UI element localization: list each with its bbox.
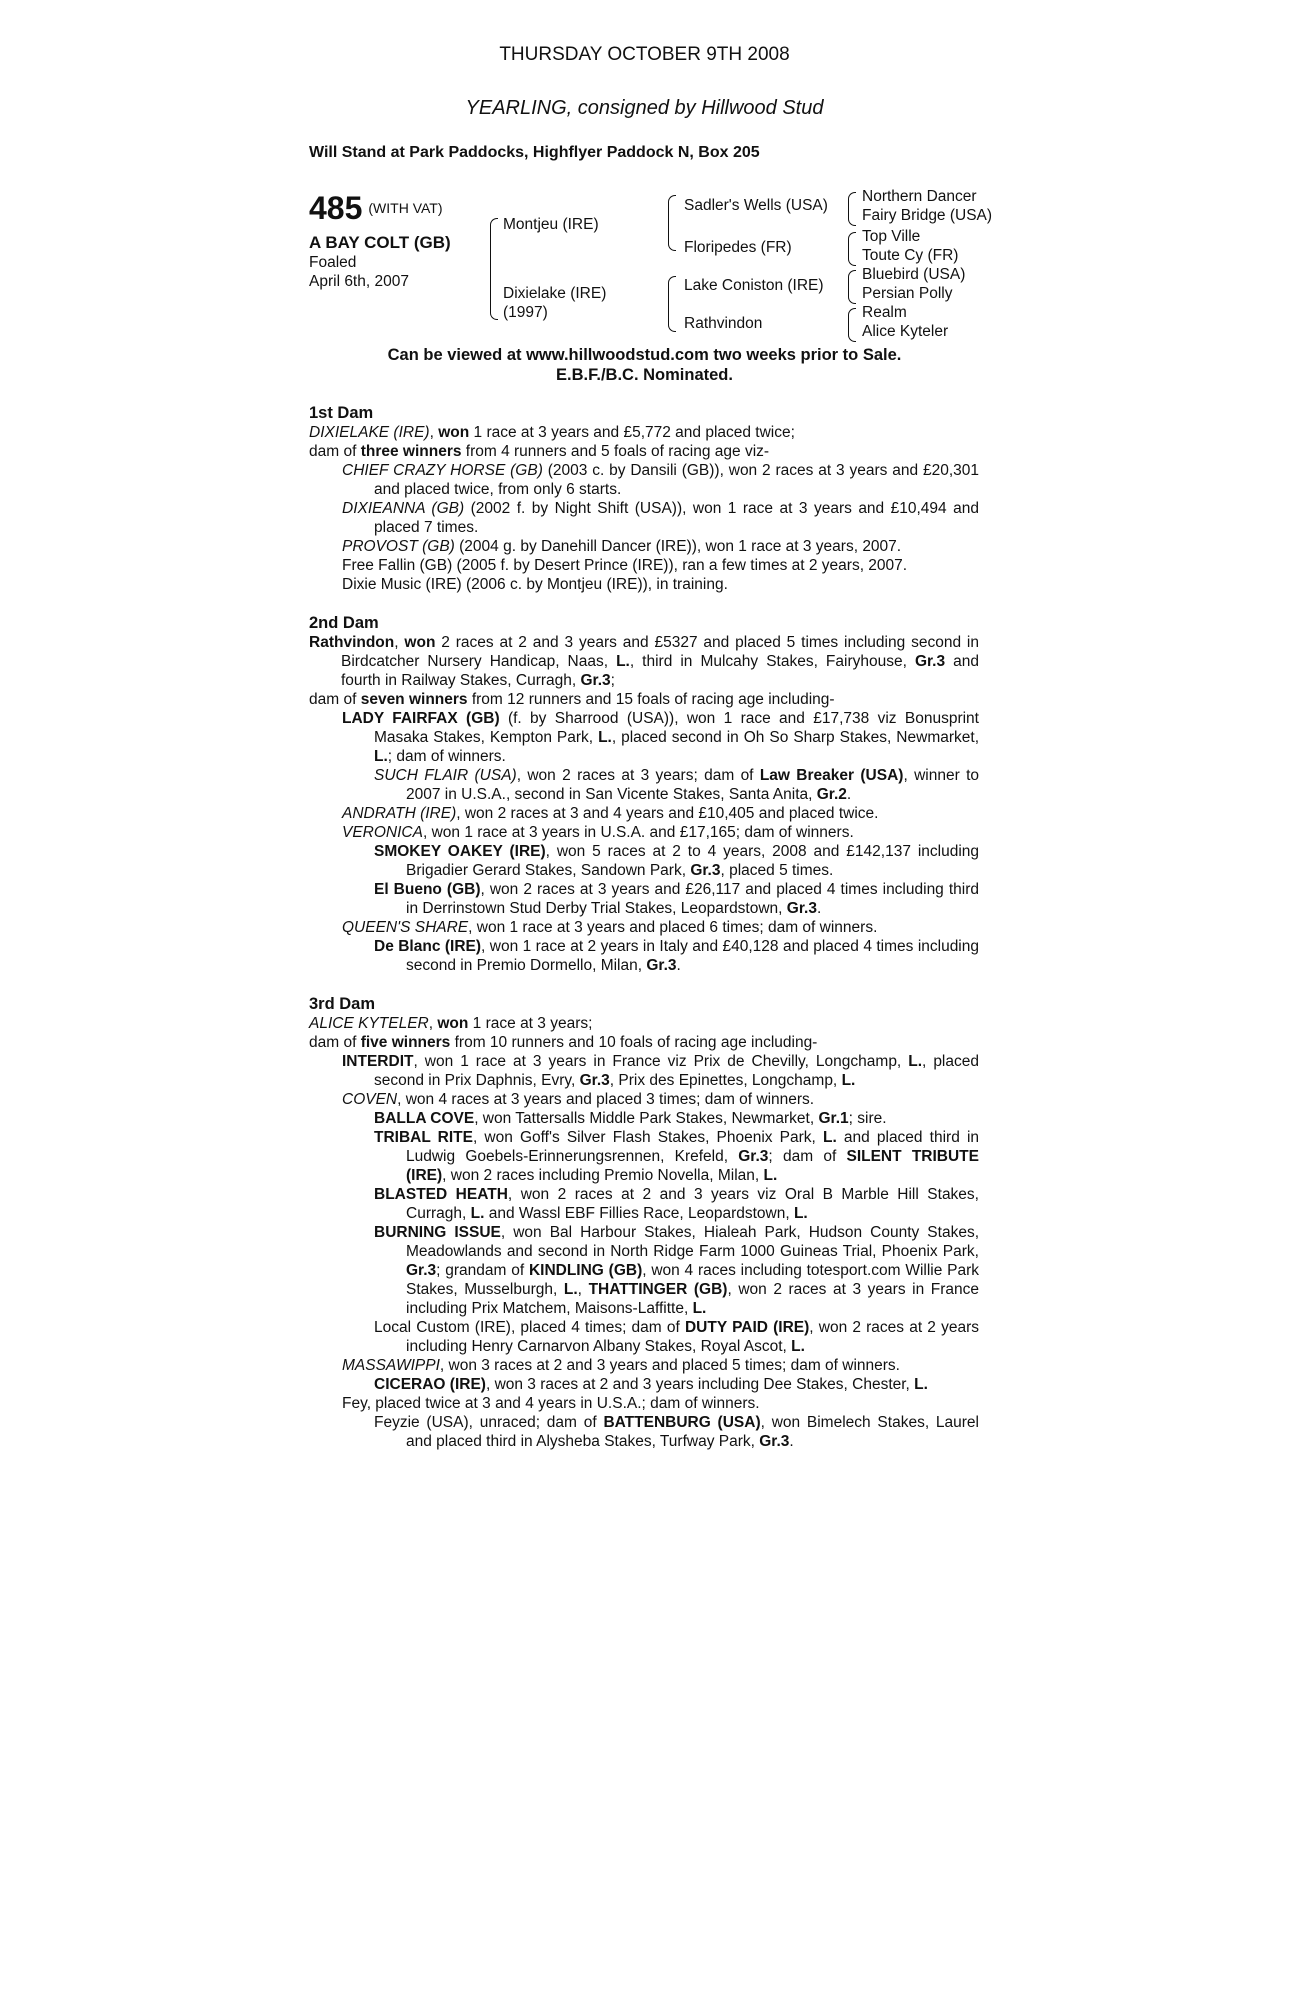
produce-entry: Fey, placed twice at 3 and 4 years in U.S.A.; dam of winners.: [342, 1395, 760, 1412]
foaled-label: Foaled: [309, 254, 357, 271]
pedigree-brace: [848, 232, 856, 266]
produce-entry: BLASTED HEATH, won 2 races at 2 and 3 years viz Oral B Marble Hill Stakes, Curragh, L. and Wassl EBF Fillies Race, Leopardstown, L.: [374, 1186, 979, 1222]
produce-entry: BURNING ISSUE, won Bal Harbour Stakes, Hialeah Park, Hudson County Stakes, Meadowlands and second in North Ridge Farm 1000 Guineas Trial, Phoenix Park, Gr.3; grandam of KINDLING (GB), won 4 races including totesport.com Willie Park Stakes, Musselburgh, L., THATTINGER (GB), won 2 races at 3 years in France including Prix Matchem, Maisons-Laffitte, L.: [374, 1224, 980, 1317]
dam: Dixielake (IRE): [503, 285, 607, 302]
first-dam-heading: 1st Dam: [309, 404, 374, 422]
produce-entry: SUCH FLAIR (USA), won 2 races at 3 years; dam of Law Breaker (USA), winner to 2007 in U.S.A., second in San Vicente Stakes, Santa Anita, Gr.2.: [374, 767, 979, 803]
dam-line: dam of three winners from 4 runners and 5 foals of racing age viz-: [309, 443, 770, 460]
produce-entry: COVEN, won 4 races at 3 years and placed 3 times; dam of winners.: [342, 1091, 815, 1108]
produce-entry: Dixie Music (IRE) (2006 c. by Montjeu (IRE)), in training.: [342, 576, 728, 593]
produce-entry: ANDRATH (IRE), won 2 races at 3 and 4 years and £10,405 and placed twice.: [342, 805, 879, 822]
produce-entry: Local Custom (IRE), placed 4 times; dam of DUTY PAID (IRE), won 2 races at 2 years including Henry Carnarvon Albany Stakes, Royal Ascot, L.: [374, 1319, 979, 1355]
viewing-note: Can be viewed at www.hillwoodstud.com two weeks prior to Sale.: [387, 346, 902, 364]
pedigree-brace: [848, 192, 856, 226]
third-dam-heading: 3rd Dam: [309, 995, 376, 1013]
produce-entry: El Bueno (GB), won 2 races at 3 years and £26,117 and placed 4 times including third in Derrinstown Stud Derby Trial Stakes, Leopardstown, Gr.3.: [374, 881, 979, 917]
dam-line: Rathvindon, won 2 races at 2 and 3 years and £5327 and placed 5 times including second in Birdcatcher Nursery Handicap, Naas, L., third in Mulcahy Stakes, Fairyhouse, Gr.3 and fourth in Railway Stakes, Curragh, Gr.3;: [309, 634, 979, 689]
produce-entry: MASSAWIPPI, won 3 races at 2 and 3 years and placed 5 times; dam of winners.: [342, 1357, 900, 1374]
produce-entry: DIXIEANNA (GB) (2002 f. by Night Shift (USA)), won 1 race at 3 years and £10,494 and placed 7 times.: [342, 500, 979, 536]
produce-entry: TRIBAL RITE, won Goff's Silver Flash Stakes, Phoenix Park, L. and placed third in Ludwig Goebels-Erinnerungsrennen, Krefeld, Gr.3; dam of SILENT TRIBUTE (IRE), won 2 races including Premio Novella, Milan, L.: [374, 1129, 980, 1184]
pedigree-brace: [848, 308, 856, 342]
lot-subtitle: YEARLING, consigned by Hillwood Stud: [465, 97, 824, 119]
produce-entry: INTERDIT, won 1 race at 3 years in France viz Prix de Chevilly, Longchamp, L., placed second in Prix Daphnis, Evry, Gr.3, Prix des Epinettes, Longchamp, L.: [342, 1053, 979, 1089]
second-dam-heading: 2nd Dam: [309, 614, 379, 632]
ancestor: Top Ville: [862, 228, 921, 245]
sire-sire: Sadler's Wells (USA): [684, 197, 828, 214]
produce-record: [309, 384, 979, 1451]
dam-line: dam of five winners from 10 runners and 10 foals of racing age including-: [309, 1034, 818, 1051]
produce-entry: SMOKEY OAKEY (IRE), won 5 races at 2 to 4 years, 2008 and £142,137 including Brigadier Gerard Stakes, Sandown Park, Gr.3, placed 5 times.: [374, 843, 979, 879]
produce-entry: VERONICA, won 1 race at 3 years in U.S.A. and £17,165; dam of winners.: [342, 824, 854, 841]
sale-date: THURSDAY OCTOBER 9TH 2008: [499, 44, 790, 65]
pedigree-brace: [668, 276, 676, 332]
pedigree-brace: [848, 270, 856, 304]
dam-dam: Rathvindon: [684, 315, 763, 332]
ancestor: Toute Cy (FR): [862, 247, 959, 264]
foaled-date: April 6th, 2007: [309, 273, 409, 290]
ancestor: Alice Kyteler: [862, 323, 949, 340]
ancestor: Persian Polly: [862, 285, 953, 302]
dam-sire: Lake Coniston (IRE): [684, 277, 824, 294]
stand-location: Will Stand at Park Paddocks, Highflyer Paddock N, Box 205: [309, 144, 760, 161]
produce-entry: De Blanc (IRE), won 1 race at 2 years in Italy and £40,128 and placed 4 times including second in Premio Dormello, Milan, Gr.3.: [374, 938, 979, 974]
ancestor: Realm: [862, 304, 907, 321]
produce-entry: BALLA COVE, won Tattersalls Middle Park Stakes, Newmarket, Gr.1; sire.: [374, 1110, 887, 1127]
pedigree-brace: [490, 218, 498, 320]
produce-entry: Feyzie (USA), unraced; dam of BATTENBURG (USA), won Bimelech Stakes, Laurel and placed third in Alysheba Stakes, Turfway Park, Gr.3.: [374, 1414, 979, 1450]
lot-number: 485: [309, 190, 363, 226]
pedigree-brace: [668, 195, 676, 251]
ancestor: Bluebird (USA): [862, 266, 966, 283]
ancestor: Fairy Bridge (USA): [862, 207, 993, 224]
produce-entry: LADY FAIRFAX (GB) (f. by Sharrood (USA)), won 1 race and £17,738 viz Bonusprint Masaka Stakes, Kempton Park, L., placed second in Oh So Sharp Stakes, Newmarket, L.; dam of winners.: [342, 710, 979, 765]
lot-summary: [309, 190, 479, 291]
produce-entry: QUEEN'S SHARE, won 1 race at 3 years and placed 6 times; dam of winners.: [342, 919, 878, 936]
produce-entry: CICERAO (IRE), won 3 races at 2 and 3 years including Dee Stakes, Chester, L.: [374, 1376, 928, 1393]
dam-line: DIXIELAKE (IRE), won 1 race at 3 years and £5,772 and placed twice;: [309, 424, 795, 441]
vat-note: (WITH VAT): [368, 200, 443, 216]
produce-entry: CHIEF CRAZY HORSE (GB) (2003 c. by Dansili (GB)), won 2 races at 3 years and £20,301 and placed twice, from only 6 starts.: [342, 462, 979, 498]
lot-description: A BAY COLT (GB): [309, 233, 451, 252]
produce-entry: PROVOST (GB) (2004 g. by Danehill Dancer (IRE)), won 1 race at 3 years, 2007.: [342, 538, 902, 555]
dam-line: dam of seven winners from 12 runners and 15 foals of racing age including-: [309, 691, 835, 708]
nomination-note: E.B.F./B.C. Nominated.: [556, 366, 733, 384]
sire-dam: Floripedes (FR): [684, 239, 792, 256]
ancestor: Northern Dancer: [862, 188, 977, 205]
sire: Montjeu (IRE): [503, 216, 599, 233]
dam-line: ALICE KYTELER, won 1 race at 3 years;: [309, 1015, 593, 1032]
produce-entry: Free Fallin (GB) (2005 f. by Desert Prince (IRE)), ran a few times at 2 years, 2007.: [342, 557, 908, 574]
dam-year: (1997): [503, 304, 548, 321]
